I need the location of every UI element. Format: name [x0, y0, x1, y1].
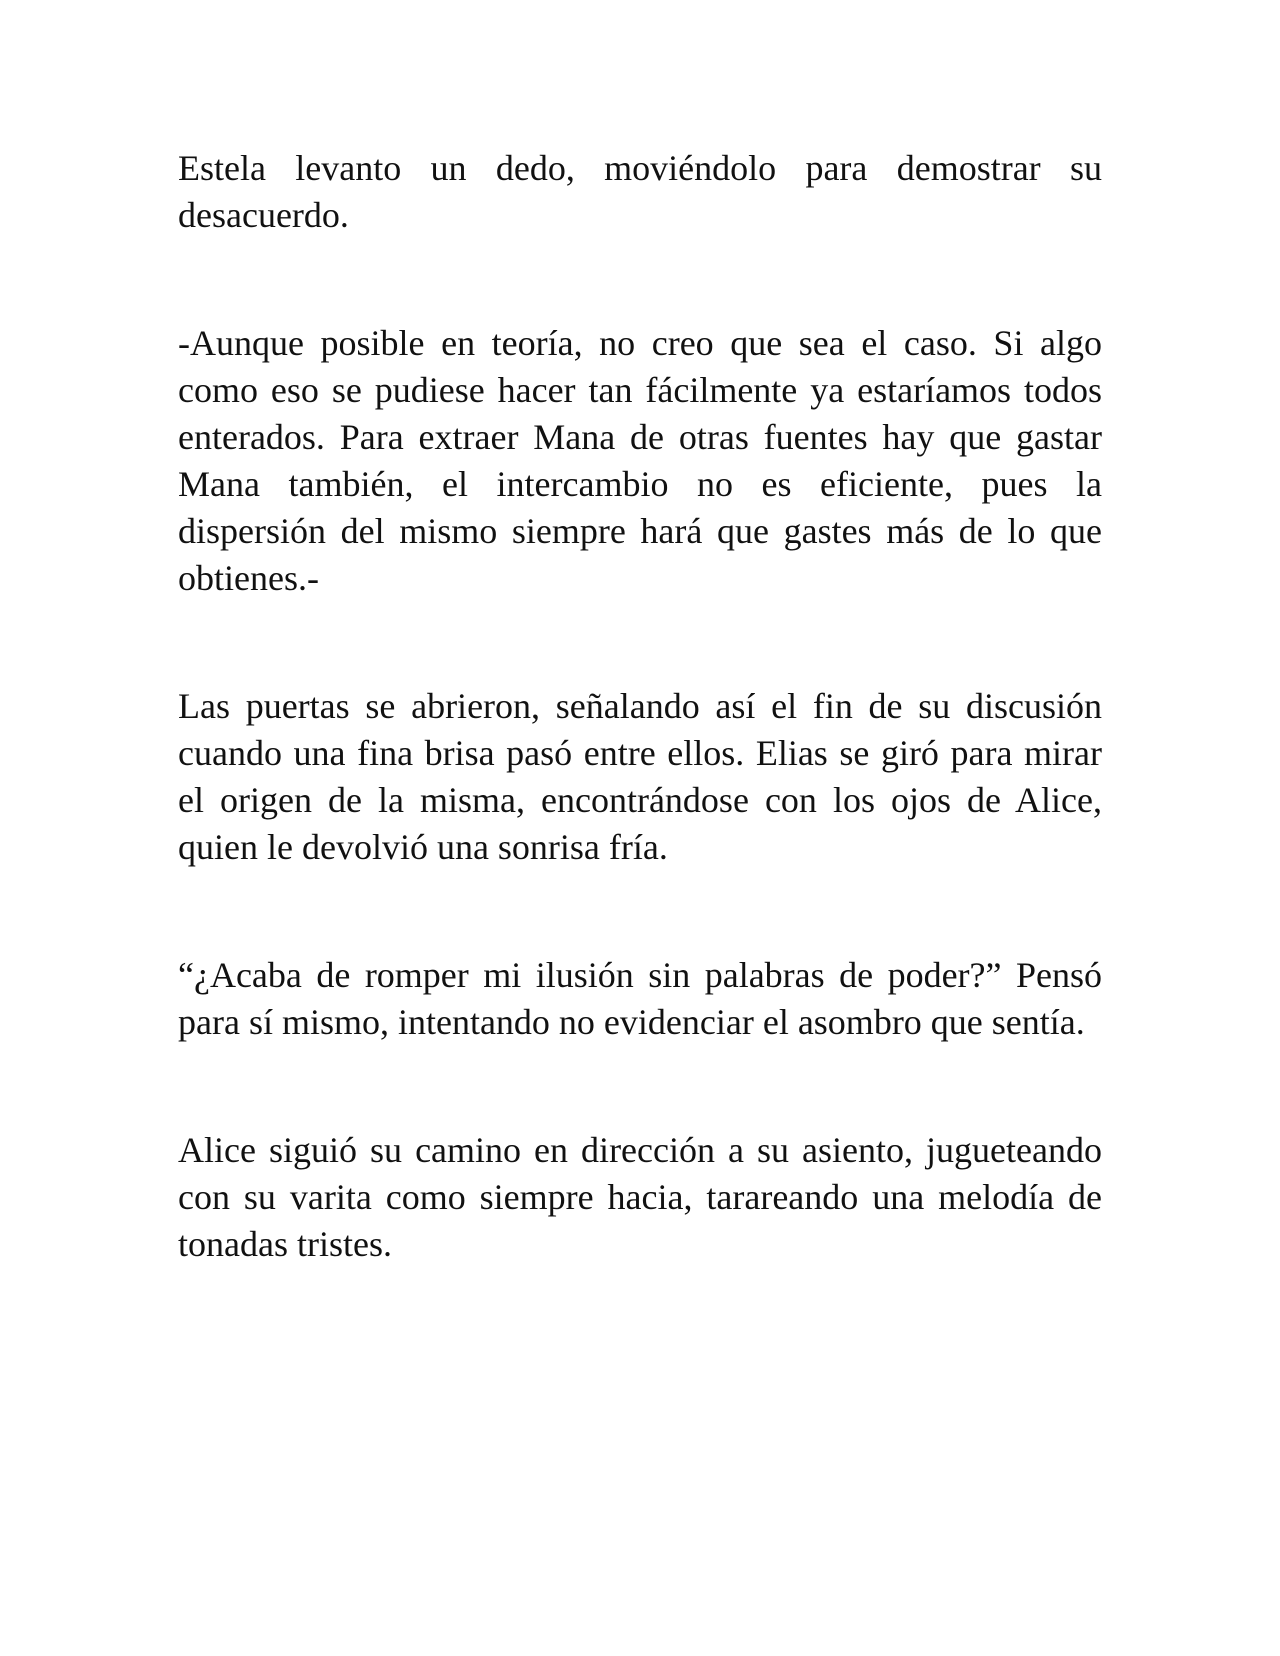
paragraph-3: Las puertas se abrieron, señalando así el fin de su discusión cuando una fina brisa pasó entre ellos. Elias se giró para mirar el origen de la misma, encontrándose con los ojos de Alice, quien le devolvió una sonrisa fría.: [178, 686, 1102, 867]
paragraph-2: -Aunque posible en teoría, no creo que sea el caso. Si algo como eso se pudiese hacer tan fácilmente ya estaríamos todos enterados. Para extraer Mana de otras fuentes hay que gastar Mana también, el intercambio no es eficiente, pues la dispersión del mismo siempre hará que gastes más de lo que obtienes.-: [178, 323, 1102, 598]
text-body: [178, 145, 1102, 1268]
paragraph-1: Estela levanto un dedo, moviéndolo para demostrar su desacuerdo.: [178, 148, 1102, 235]
paragraph-5: Alice siguió su camino en dirección a su asiento, jugueteando con su varita como siempre hacia, tarareando una melodía de tonadas tristes.: [178, 1130, 1102, 1264]
paragraph-4: “¿Acaba de romper mi ilusión sin palabras de poder?” Pensó para sí mismo, intentando no evidenciar el asombro que sentía.: [178, 955, 1102, 1042]
